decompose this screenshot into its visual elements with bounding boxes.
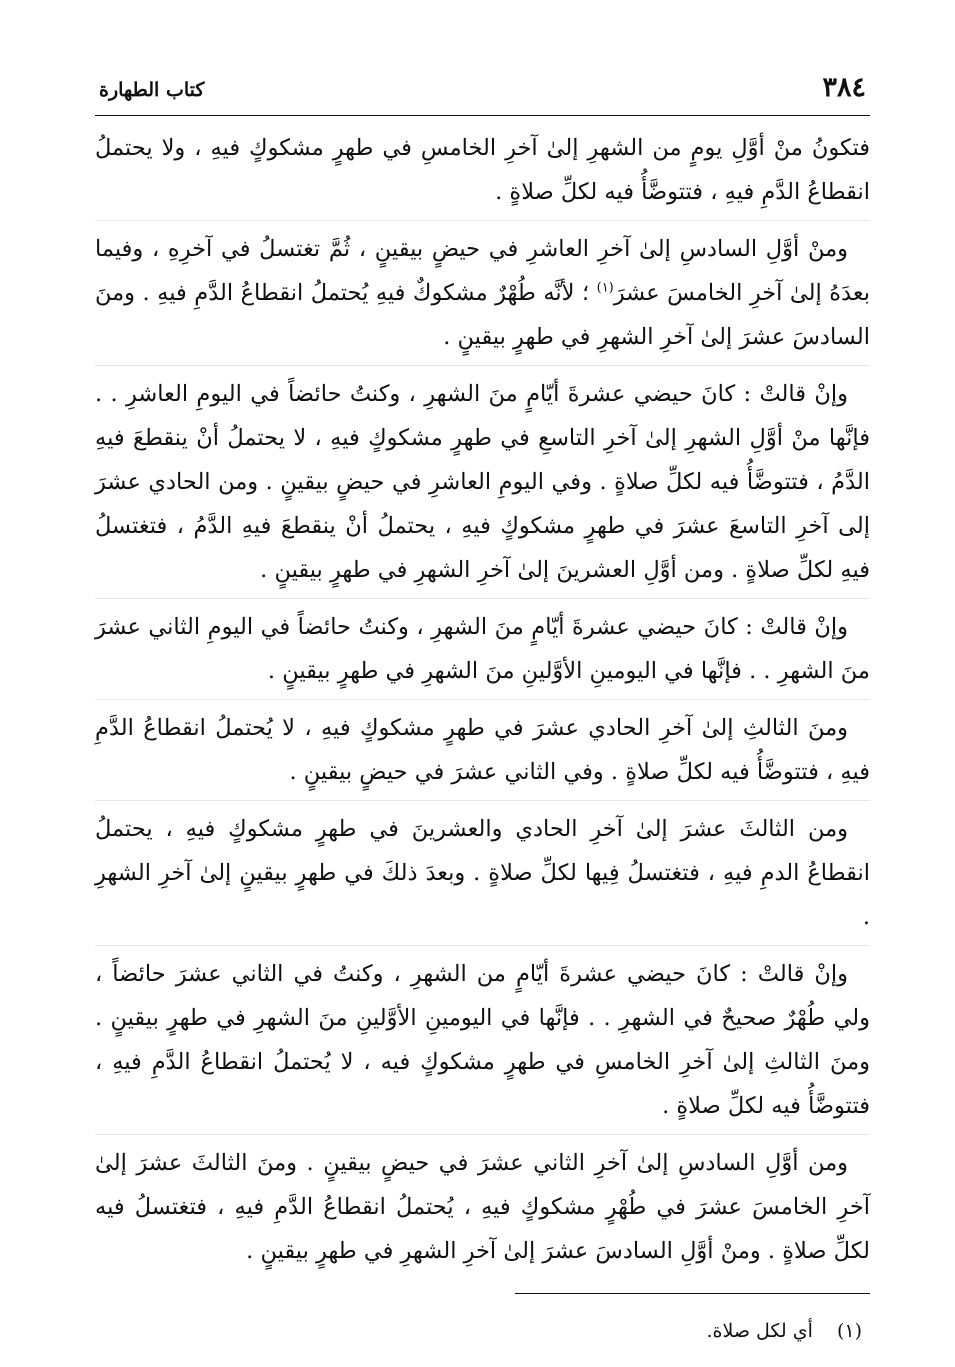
paragraph-with-footnote: [95, 220, 870, 365]
footnote-divider: [515, 1293, 870, 1294]
running-title: كتاب الطهارة: [99, 79, 205, 101]
page-number: ٣٨٤: [822, 72, 866, 103]
footnote: [95, 1316, 870, 1346]
paragraph-text: ؛ لأنَّه طُهْرٌ مشكوكٌ فيهِ يُحتملُ انقطاعُ الدَّمِ فيهِ . ومنَ السادسَ عشرَ إلىٰ آخرِ الشهرِ في طهرٍ بيقينٍ .: [95, 280, 870, 350]
paragraph-text: ومنْ أوَّلِ السادسِ إلىٰ آخرِ العاشرِ في حيضٍ بيقينٍ ، ثُمَّ تغتسلُ في آخرِهِ ، وفيما بعدَهُ إلىٰ آخرِ الخامسَ عشرَ: [95, 236, 870, 306]
page-header: [95, 72, 870, 116]
footnote-reference[interactable]: (١): [596, 280, 614, 296]
main-text: [95, 126, 870, 1279]
paragraph: ومن الثالثَ عشرَ إلىٰ آخرِ الحادي والعشرينَ في طهرٍ مشكوكٍ فيهِ ، يحتملُ انقطاعُ الدمِ فيهِ ، فتغتسلُ فِيها لكلِّ صلاةٍ . وبعدَ ذلكَ في طهرٍ بيقينٍ إلىٰ آخرِ الشهرِ .: [95, 800, 870, 945]
paragraph: فتكونُ منْ أوَّلِ يومٍ من الشهرِ إلىٰ آخرِ الخامسِ في طهرٍ مشكوكٍ فيهِ ، ولا يحتملُ انقطاعُ الدَّمِ فيهِ ، فتتوضَّأُ فيه لكلِّ صلاةٍ .: [95, 135, 870, 205]
paragraph: وإنْ قالتْ : كانَ حيضي عشرةَ أيّامٍ منَ الشهرِ ، وكنتُ حائضاً في اليومِ العاشرِ . . فإنَّها منْ أوَّلِ الشهرِ إلىٰ آخرِ التاسعِ في طهرٍ مشكوكٍ فيهِ ، لا يحتملُ أنْ ينقطعَ فيهِ الدَّمُ ، فتتوضَّأُ فيه لكلِّ صلاةٍ . وفي اليومِ العاشرِ في حيضٍ بيقينٍ . ومن الحادي عشرَ إلى آخرِ التاسعَ عشرَ في طهرٍ مشكوكٍ فيهِ ، يحتملُ أنْ ينقطعَ فيهِ الدَّمُ ، فتغتسلُ فيهِ لكلِّ صلاةٍ . ومن أوَّلِ العشرينَ إلىٰ آخرِ الشهرِ في طهرٍ بيقينٍ .: [95, 365, 870, 598]
paragraph: وإنْ قالتْ : كانَ حيضي عشرةَ أيّامٍ منَ الشهرِ ، وكنتُ حائضاً في اليومِ الثاني عشرَ منَ الشهرِ . . فإنَّها في اليومينِ الأوَّلينِ منَ الشهرِ في طهرٍ بيقينٍ .: [95, 598, 870, 699]
footnote-text: أي لكل صلاة.: [706, 1320, 813, 1342]
paragraph: ومن أوَّلِ السادسِ إلىٰ آخرِ الثاني عشرَ في حيضٍ بيقينٍ . ومنَ الثالثَ عشرَ إلىٰ آخرِ الخامسَ عشرَ في طُهْرٍ مشكوكٍ فيهِ ، يُحتملُ انقطاعُ الدَّمِ فيهِ ، فتغتسلُ فيه لكلِّ صلاةٍ . ومنْ أوَّلِ السادسَ عشرَ إلىٰ آخرِ الشهرِ في طهرٍ بيقينٍ .: [95, 1134, 870, 1279]
paragraph: ومنَ الثالثِ إلىٰ آخرِ الحادي عشرَ في طهرٍ مشكوكٍ فيهِ ، لا يُحتملُ انقطاعُ الدَّمِ فيهِ ، فتتوضَّأُ فيه لكلِّ صلاةٍ . وفي الثاني عشرَ في حيضٍ بيقينٍ .: [95, 699, 870, 800]
footnote-marker: (١): [836, 1320, 862, 1342]
paragraph: وإنْ قالتْ : كانَ حيضي عشرةَ أيّامٍ من الشهرِ ، وكنتُ في الثاني عشرَ حائضاً ، ولي طُهْرٌ صحيحٌ في الشهرِ . . فإنَّها في اليومينِ الأوَّلينِ منَ الشهرِ في طهرٍ بيقينٍ . ومنَ الثالثِ إلىٰ آخرِ الخامسِ في طهرٍ مشكوكٍ فيه ، لا يُحتملُ انقطاعُ الدَّمِ فيهِ ، فتتوضَّأُ فيه لكلِّ صلاةٍ .: [95, 945, 870, 1134]
